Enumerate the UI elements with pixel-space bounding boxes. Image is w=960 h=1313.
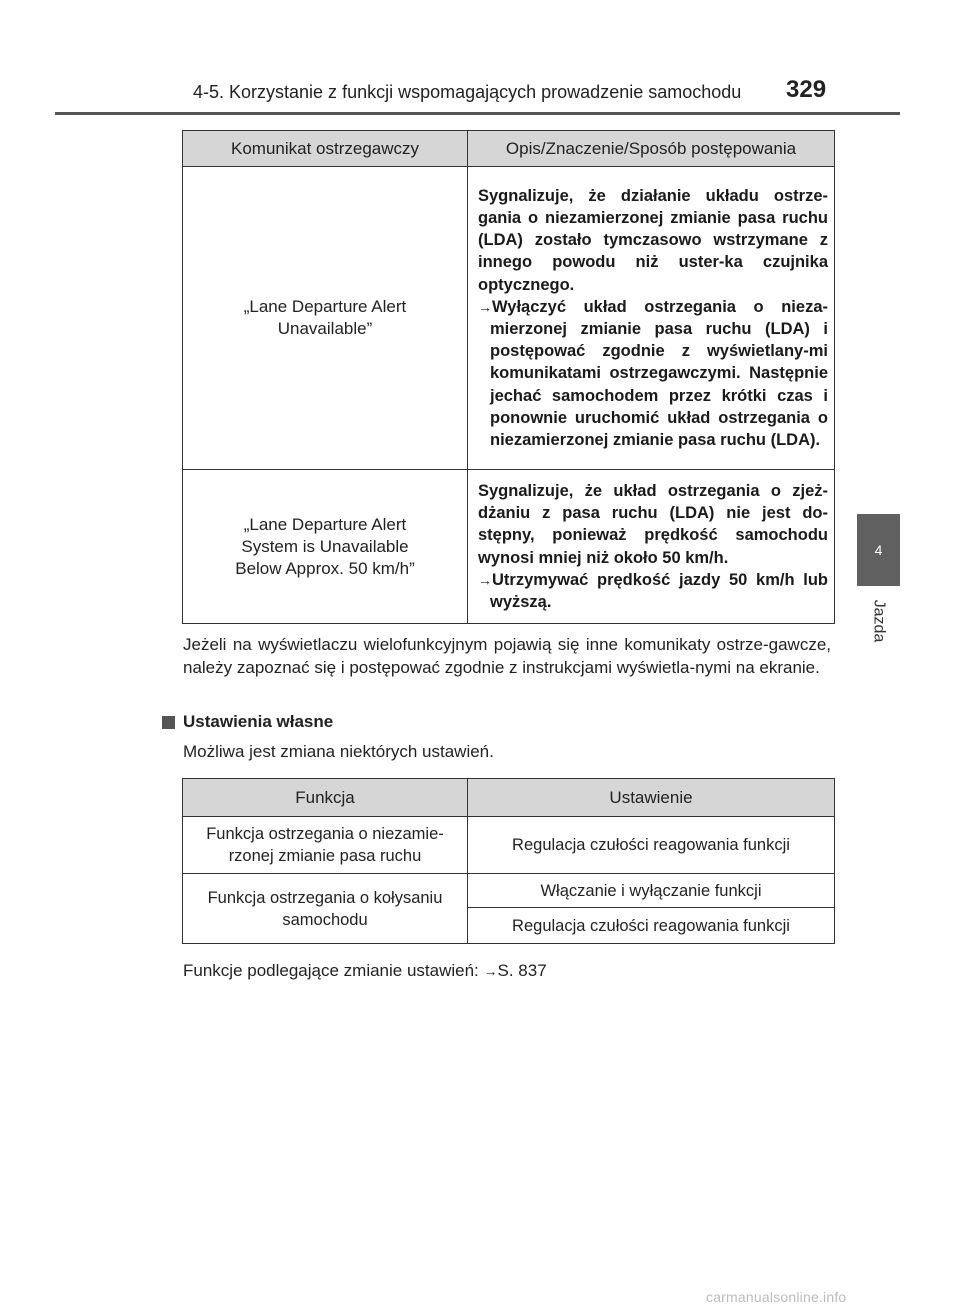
table-header-row (183, 131, 835, 167)
header-cell-message: Komunikat ostrzegawczy (183, 131, 468, 167)
message-line: System is Unavailable (241, 536, 409, 556)
running-header-title: 4-5. Korzystanie z funkcji wspomagających prowadzenie samochodu (193, 82, 742, 102)
action-line (478, 569, 828, 613)
watermark: carmanualsonline.info (706, 1289, 847, 1305)
body-paragraph: Jeżeli na wyświetlaczu wielofunkcyjnym pojawią się inne komunikaty ostrze-gawcze, należy zapoznać się i postępować zgodnie z instrukcjami wyświetla-nymi na ekranie. (183, 635, 831, 677)
function-line: Funkcja ostrzegania o kołysaniu (207, 888, 443, 907)
action-line (478, 296, 828, 451)
description-cell (468, 470, 835, 624)
setting-cell: Regulacja czułości reagowania funkcji (468, 817, 835, 874)
description-cell (468, 167, 835, 470)
function-line: samochodu (282, 910, 368, 929)
settings-table (182, 778, 835, 944)
section-heading: Ustawienia własne (183, 712, 334, 731)
warning-message-table (182, 130, 835, 624)
cross-reference-line (183, 961, 547, 981)
function-cell (183, 817, 468, 874)
setting-cell: Regulacja czułości reagowania funkcji (468, 908, 835, 944)
message-line: Unavailable” (277, 319, 373, 338)
message-cell (183, 470, 468, 624)
table-row (183, 470, 835, 624)
cross-reference-text: Funkcje podlegające zmianie ustawień: (183, 961, 484, 980)
message-line: Below Approx. 50 km/h” (235, 558, 415, 578)
message-cell (183, 167, 468, 470)
header-cell-description: Opis/Znaczenie/Sposób postępowania (468, 131, 835, 167)
description-text: Sygnalizuje, że układ ostrzegania o zjeż-dżaniu z pasa ruchu (LDA) nie jest do-stępny, ponieważ prędkość samochodu wynosi mniej niż około 50 km/h. (478, 481, 828, 567)
message-line: „Lane Departure Alert (243, 514, 407, 534)
action-text: Utrzymywać prędkość jazdy 50 km/h lub wyższą. (490, 570, 828, 611)
page-number: 329 (786, 76, 827, 103)
section-bullet-icon (162, 716, 175, 729)
arrow-icon: → (478, 571, 492, 588)
message-line: „Lane Departure Alert (243, 297, 407, 316)
table-row (183, 167, 835, 470)
function-line: Funkcja ostrzegania o niezamie- (206, 825, 444, 843)
cross-reference-link[interactable]: S. 837 (497, 961, 547, 980)
setting-cell: Włączanie i wyłączanie funkcji (468, 874, 835, 908)
chapter-tab[interactable] (857, 514, 900, 586)
chapter-number: 4 (874, 542, 883, 558)
function-cell (183, 874, 468, 944)
header-cell-function: Funkcja (183, 779, 468, 817)
arrow-icon: → (483, 963, 498, 979)
table-row (183, 874, 835, 908)
action-text: Wyłączyć układ ostrzegania o nieza-mierzonej zmianie pasa ruchu (LDA) i postępować zgodnie z wyświetlany-mi komunikatami ostrzegawczymi. Następnie jechać samochodem przez krótki czas i ponownie uruchomić układ ostrzegania o niezamierzonej zmianie pasa ruchu (LDA). (490, 297, 828, 450)
description-text: Sygnalizuje, że działanie układu ostrze-gania o niezamierzonej zmianie pasa ruchu (LDA) zostało tymczasowo wstrzymane z innego powodu niż uster-ka czujnika optycznego. (478, 186, 828, 294)
section-text: Możliwa jest zmiana niektórych ustawień. (183, 742, 494, 761)
function-line: rzonej zmianie pasa ruchu (228, 847, 422, 865)
table-header-row (183, 779, 835, 817)
table-row (183, 817, 835, 874)
header-cell-setting: Ustawienie (468, 779, 835, 817)
arrow-icon: → (478, 298, 492, 315)
chapter-name: Jazda (870, 599, 888, 643)
chapter-name-label (857, 586, 900, 656)
header-divider (55, 112, 900, 115)
